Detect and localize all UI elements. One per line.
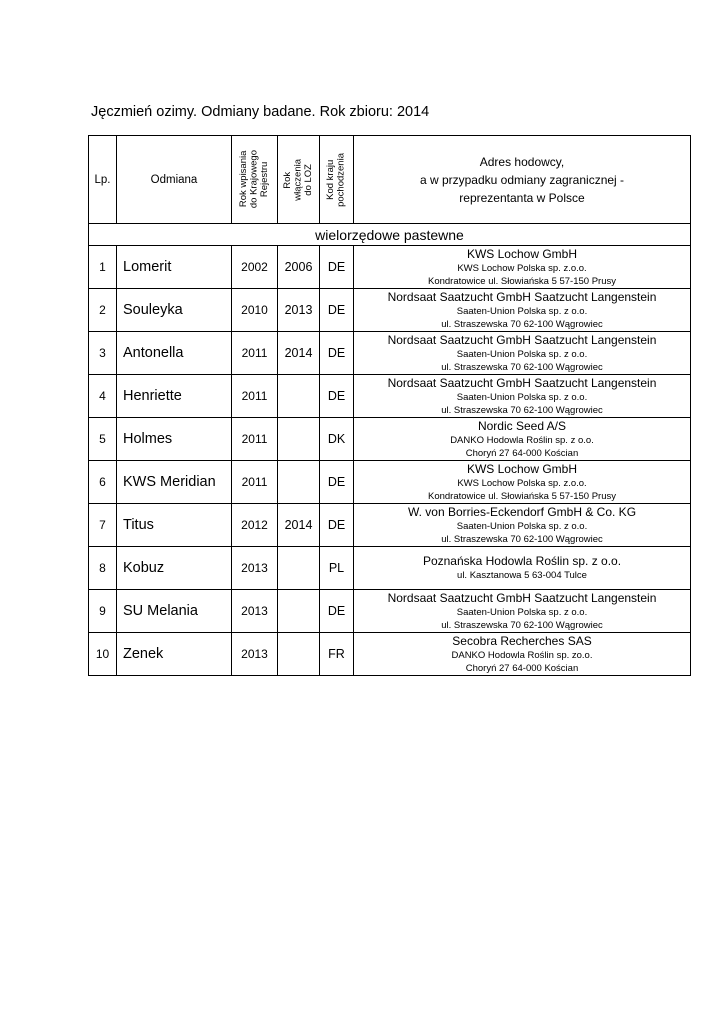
- row-representative-address: Kondratowice ul. Słowiańska 5 57-150 Prusy: [428, 490, 616, 502]
- header-row: [89, 136, 691, 224]
- row-country-code: DE: [320, 246, 354, 289]
- row-loz-year: [278, 547, 320, 590]
- row-breeder: Secobra Recherches SAS: [452, 633, 592, 648]
- header-loz-year: Rok włączenia do LOZ: [278, 136, 320, 224]
- row-representative: DANKO Hodowla Roślin sp. z o.o.: [450, 434, 594, 446]
- row-loz-year: 2014: [278, 504, 320, 547]
- table-row: [89, 246, 691, 289]
- row-country-code: DK: [320, 418, 354, 461]
- row-representative: DANKO Hodowla Roślin sp. zo.o.: [451, 649, 593, 661]
- header-lp: Lp.: [89, 136, 117, 224]
- group-row: [89, 224, 691, 246]
- row-country-code: DE: [320, 332, 354, 375]
- table-row: [89, 418, 691, 461]
- row-representative-address: ul. Straszewska 70 62-100 Wągrowiec: [441, 404, 603, 416]
- row-breeder: Nordsaat Saatzucht GmbH Saatzucht Langenstein: [387, 289, 657, 304]
- row-representative-address: Choryń 27 64-000 Kościan: [465, 662, 579, 674]
- row-representative-address: Kondratowice ul. Słowiańska 5 57-150 Prusy: [428, 275, 616, 287]
- row-breeder: W. von Borries-Eckendorf GmbH & Co. KG: [407, 504, 637, 519]
- row-lp: 2: [89, 289, 117, 332]
- row-representative: Saaten-Union Polska sp. z o.o.: [456, 606, 588, 618]
- row-address: [354, 633, 691, 676]
- row-breeder: KWS Lochow GmbH: [466, 461, 578, 476]
- row-loz-year: [278, 461, 320, 504]
- row-loz-year: 2006: [278, 246, 320, 289]
- row-lp: 5: [89, 418, 117, 461]
- row-address: [354, 590, 691, 633]
- varieties-table: [88, 135, 691, 676]
- table-row: [89, 547, 691, 590]
- row-loz-year: 2014: [278, 332, 320, 375]
- row-representative-address: ul. Straszewska 70 62-100 Wągrowiec: [441, 619, 603, 631]
- row-register-year: 2012: [232, 504, 278, 547]
- row-breeder: Poznańska Hodowla Roślin sp. z o.o.: [422, 554, 622, 568]
- row-register-year: 2011: [232, 375, 278, 418]
- table-row: [89, 590, 691, 633]
- row-variety-name: Holmes: [117, 418, 232, 461]
- row-representative: Saaten-Union Polska sp. z o.o.: [456, 348, 588, 360]
- row-loz-year: [278, 590, 320, 633]
- row-country-code: DE: [320, 461, 354, 504]
- table-row: [89, 461, 691, 504]
- row-country-code: DE: [320, 504, 354, 547]
- row-representative: Saaten-Union Polska sp. z o.o.: [456, 305, 588, 317]
- group-label: wielorzędowe pastewne: [89, 224, 691, 246]
- row-lp: 8: [89, 547, 117, 590]
- row-representative: Saaten-Union Polska sp. z o.o.: [456, 520, 588, 532]
- row-variety-name: Souleyka: [117, 289, 232, 332]
- row-address: [354, 547, 691, 590]
- row-representative-address: Choryń 27 64-000 Kościan: [465, 447, 579, 459]
- row-representative: KWS Lochow Polska sp. z.o.o.: [457, 262, 587, 274]
- row-address: [354, 332, 691, 375]
- page-title: Jęczmień ozimy. Odmiany badane. Rok zbioru: 2014: [91, 104, 430, 120]
- row-breeder: KWS Lochow GmbH: [466, 246, 578, 261]
- row-country-code: FR: [320, 633, 354, 676]
- row-representative: KWS Lochow Polska sp. z.o.o.: [457, 477, 587, 489]
- header-country-code: Kod kraju pochodzenia: [320, 136, 354, 224]
- row-representative-address: ul. Straszewska 70 62-100 Wągrowiec: [441, 318, 603, 330]
- row-address: [354, 461, 691, 504]
- row-breeder: Nordsaat Saatzucht GmbH Saatzucht Langenstein: [387, 590, 657, 605]
- row-register-year: 2013: [232, 590, 278, 633]
- row-variety-name: Antonella: [117, 332, 232, 375]
- row-register-year: 2002: [232, 246, 278, 289]
- row-breeder: Nordsaat Saatzucht GmbH Saatzucht Langenstein: [387, 375, 657, 390]
- row-loz-year: [278, 375, 320, 418]
- row-address: [354, 504, 691, 547]
- row-representative-address: ul. Straszewska 70 62-100 Wągrowiec: [441, 533, 603, 545]
- table-row: [89, 332, 691, 375]
- row-lp: 9: [89, 590, 117, 633]
- row-variety-name: KWS Meridian: [117, 461, 232, 504]
- row-variety-name: Titus: [117, 504, 232, 547]
- row-register-year: 2013: [232, 633, 278, 676]
- row-breeder: Nordic Seed A/S: [477, 418, 567, 433]
- row-register-year: 2011: [232, 332, 278, 375]
- row-register-year: 2013: [232, 547, 278, 590]
- row-variety-name: SU Melania: [117, 590, 232, 633]
- table-row: [89, 375, 691, 418]
- row-loz-year: 2013: [278, 289, 320, 332]
- row-address: [354, 246, 691, 289]
- row-register-year: 2010: [232, 289, 278, 332]
- row-register-year: 2011: [232, 461, 278, 504]
- row-loz-year: [278, 633, 320, 676]
- table-row: [89, 289, 691, 332]
- row-address: [354, 289, 691, 332]
- row-variety-name: Kobuz: [117, 547, 232, 590]
- header-variety: Odmiana: [117, 136, 232, 224]
- header-address: Adres hodowcy, a w przypadku odmiany zagranicznej - reprezentanta w Polsce: [354, 136, 691, 224]
- row-lp: 10: [89, 633, 117, 676]
- row-country-code: DE: [320, 375, 354, 418]
- row-address: [354, 418, 691, 461]
- row-address: [354, 375, 691, 418]
- row-lp: 7: [89, 504, 117, 547]
- row-breeder: Nordsaat Saatzucht GmbH Saatzucht Langenstein: [387, 332, 657, 347]
- row-country-code: DE: [320, 289, 354, 332]
- row-lp: 4: [89, 375, 117, 418]
- row-register-year: 2011: [232, 418, 278, 461]
- row-lp: 1: [89, 246, 117, 289]
- row-variety-name: Henriette: [117, 375, 232, 418]
- row-representative-address: ul. Straszewska 70 62-100 Wągrowiec: [441, 361, 603, 373]
- row-representative: ul. Kasztanowa 5 63-004 Tulce: [457, 570, 587, 581]
- row-loz-year: [278, 418, 320, 461]
- table-row: [89, 504, 691, 547]
- row-variety-name: Zenek: [117, 633, 232, 676]
- row-variety-name: Lomerit: [117, 246, 232, 289]
- table-row: [89, 633, 691, 676]
- row-country-code: DE: [320, 590, 354, 633]
- row-lp: 6: [89, 461, 117, 504]
- row-representative: Saaten-Union Polska sp. z o.o.: [456, 391, 588, 403]
- header-register-year: Rok wpisania do Krajowego Rejestru: [232, 136, 278, 224]
- row-lp: 3: [89, 332, 117, 375]
- row-country-code: PL: [320, 547, 354, 590]
